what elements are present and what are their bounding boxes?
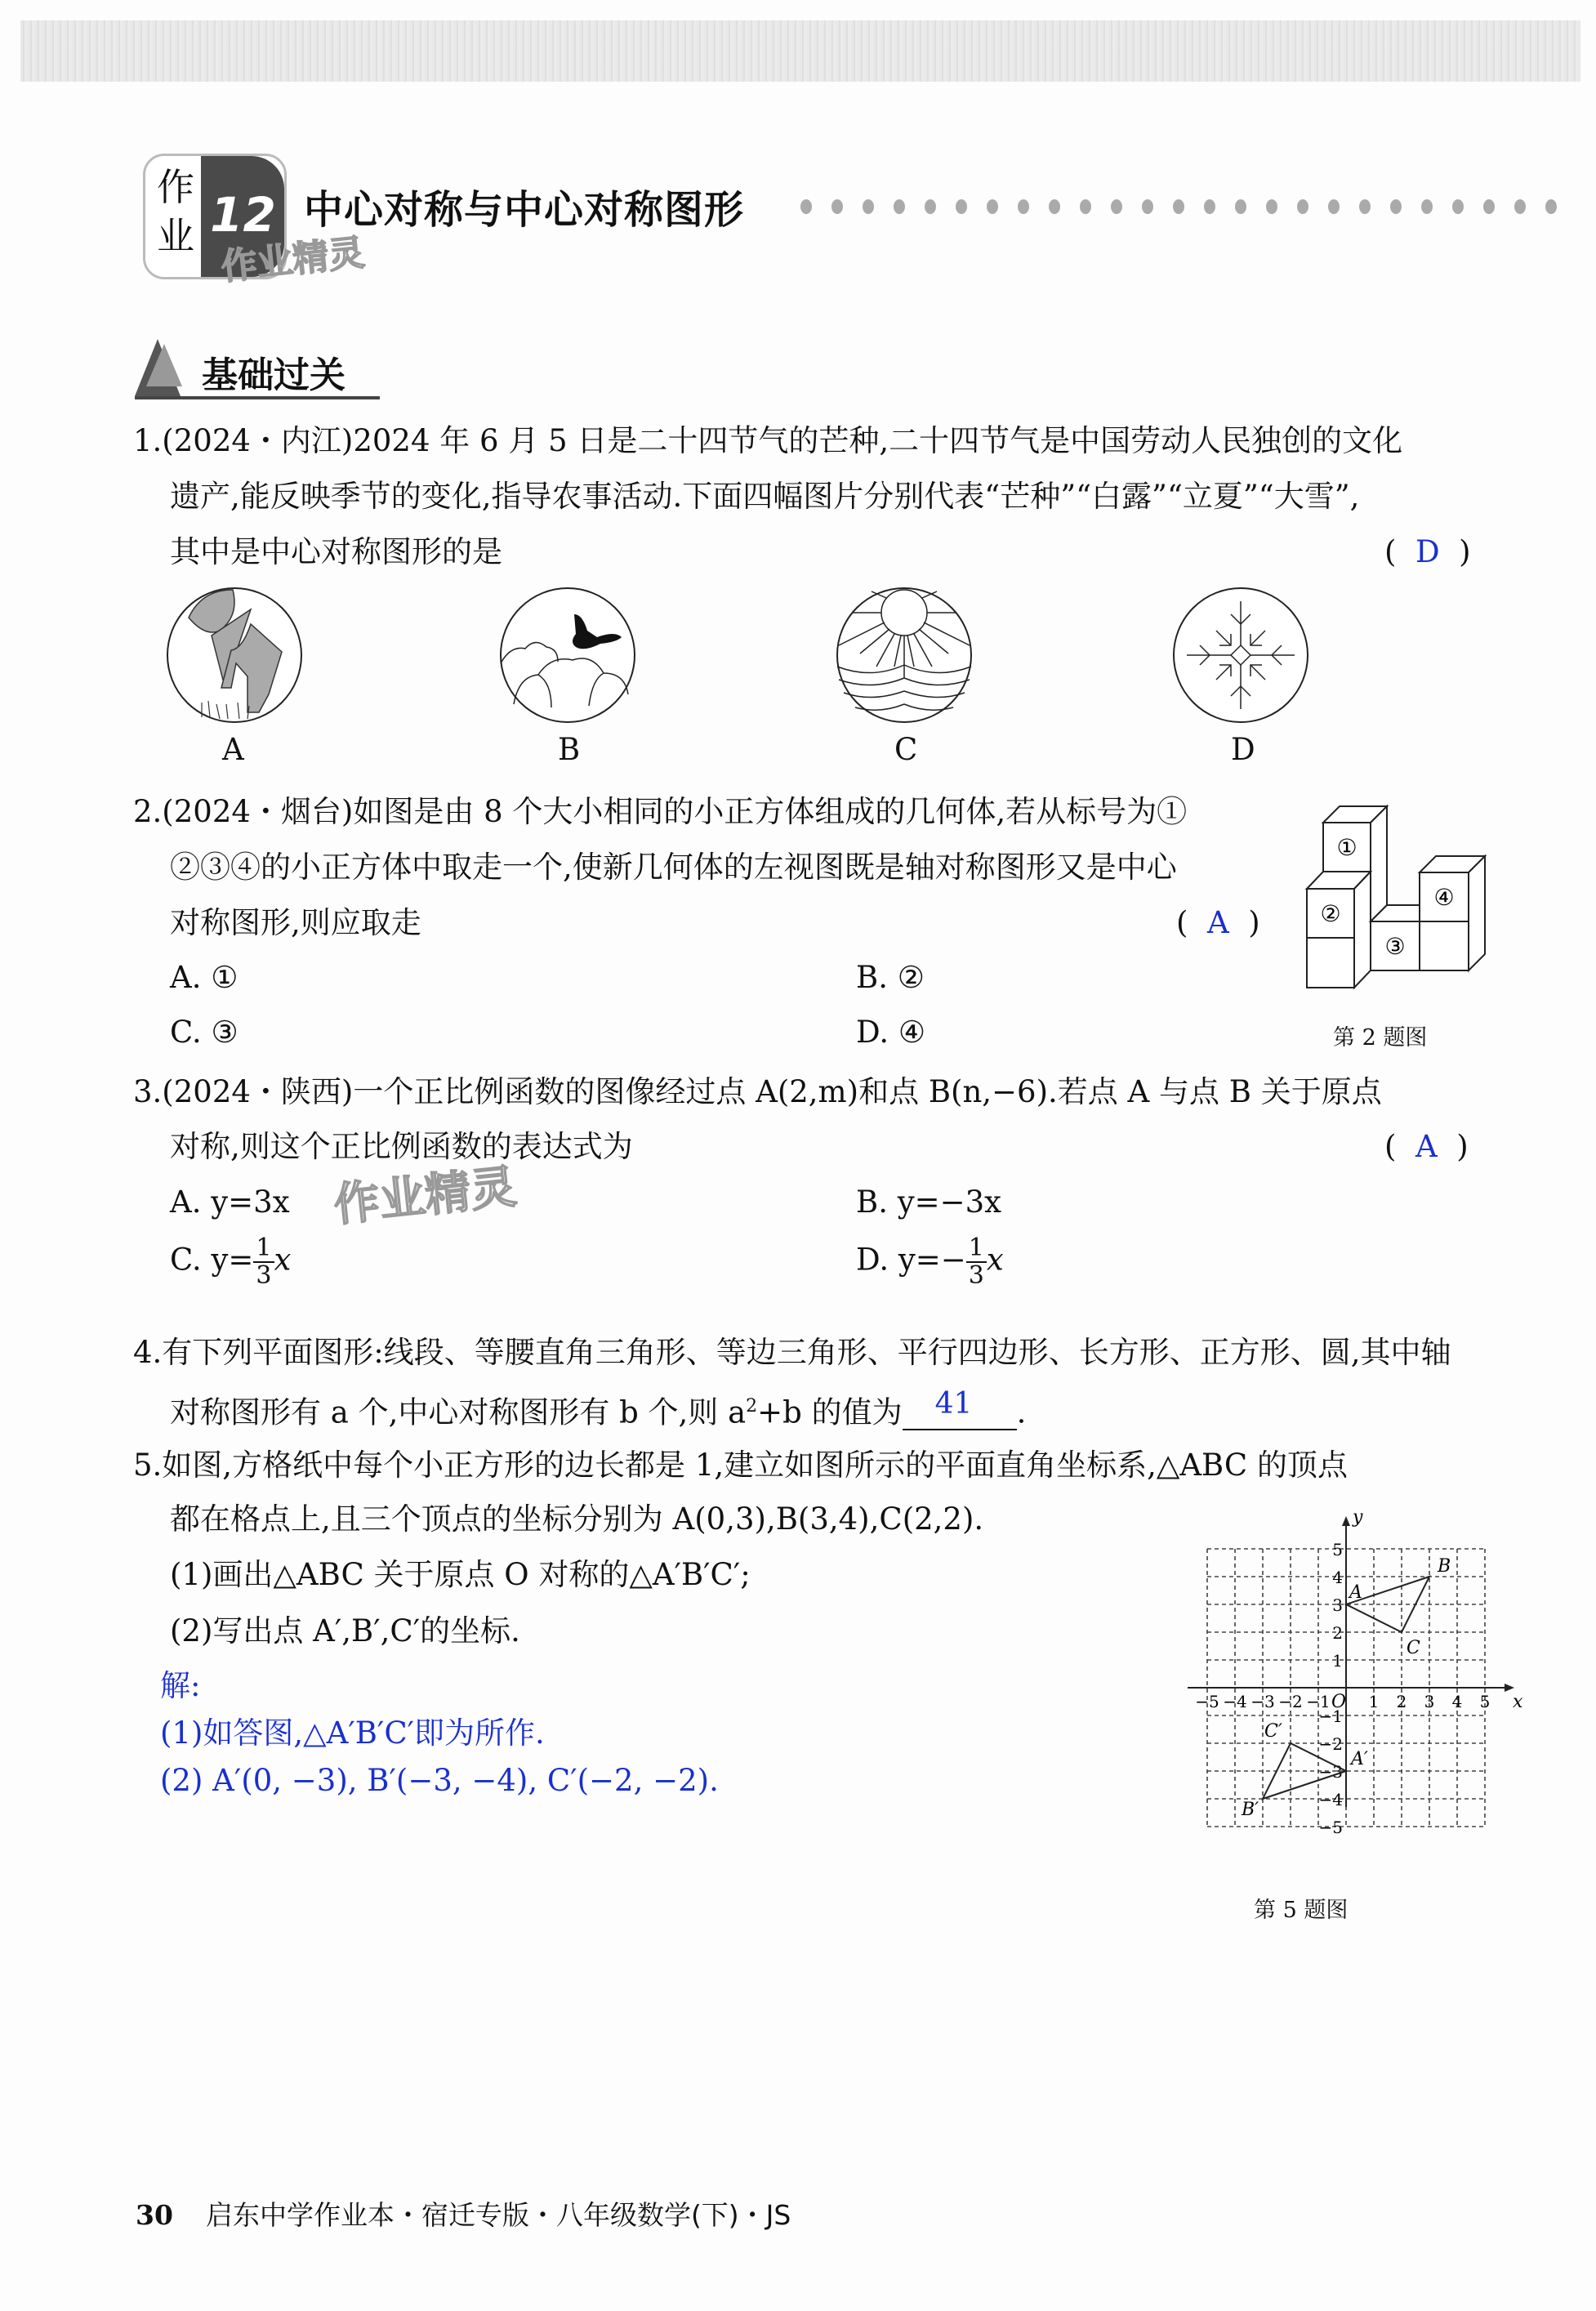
q5-solution-step-1: (1)如答图,△A′B′C′即为所作. bbox=[160, 1715, 545, 1751]
q1-option-d-label: D bbox=[1231, 732, 1255, 767]
section-underline bbox=[135, 396, 380, 399]
q1-answer-bracket: ( D ) bbox=[1384, 534, 1471, 569]
q3-option-b: B. y=−3x bbox=[856, 1184, 1002, 1220]
q5-figure-caption: 第 5 题图 bbox=[1254, 1898, 1349, 1923]
q5-solution-heading: 解: bbox=[160, 1668, 201, 1703]
point-label: A′ bbox=[1351, 1749, 1368, 1769]
fraction-denominator: 3 bbox=[968, 1261, 984, 1290]
q2-answer-bracket: ( A ) bbox=[1176, 905, 1260, 940]
y-tick-label: −4 bbox=[1318, 1790, 1343, 1809]
x-axis-arrow bbox=[1505, 1684, 1514, 1692]
q5-coordinate-graph bbox=[1158, 1507, 1523, 1869]
q4-text-end: . bbox=[1016, 1394, 1027, 1430]
q2-figure-caption: 第 2 题图 bbox=[1333, 1025, 1428, 1051]
q2-option-b: B. ② bbox=[856, 960, 925, 995]
point-label: B′ bbox=[1242, 1800, 1259, 1820]
y-tick-label: 2 bbox=[1332, 1623, 1343, 1643]
q3-answer-bracket: ( A ) bbox=[1384, 1129, 1469, 1164]
cube-label-3: ③ bbox=[1384, 933, 1406, 960]
section-title: 基础过关 bbox=[202, 355, 346, 396]
point-label: B bbox=[1438, 1556, 1451, 1577]
q1-line-3: 其中是中心对称图形的是 bbox=[170, 534, 502, 569]
q3-line-1: 3.(2024・陕西)一个正比例函数的图像经过点 A(2,m)和点 B(n,−6).若点 A 与点 B 关于原点 bbox=[133, 1074, 1382, 1109]
badge-number: 12 bbox=[210, 187, 276, 243]
y-axis-arrow bbox=[1342, 1516, 1350, 1526]
q1-option-c-label: C bbox=[894, 732, 918, 767]
point-label: A bbox=[1349, 1582, 1362, 1603]
title-dots-decoration bbox=[800, 199, 1596, 219]
x-tick-label: −3 bbox=[1250, 1692, 1275, 1711]
y-tick-label: −1 bbox=[1318, 1706, 1343, 1726]
q2-line-3: 对称图形,则应取走 bbox=[170, 905, 421, 940]
mangzhong-icon bbox=[167, 588, 301, 722]
header-strip bbox=[20, 20, 1580, 82]
y-axis-label: y bbox=[1353, 1507, 1363, 1528]
x-tick-label: −4 bbox=[1223, 1692, 1247, 1711]
x-tick-label: −2 bbox=[1278, 1692, 1303, 1711]
q3-answer: A bbox=[1415, 1129, 1438, 1164]
q3-line-2: 对称,则这个正比例函数的表达式为 bbox=[170, 1129, 633, 1164]
mountain-icon-inner bbox=[146, 344, 182, 386]
y-tick-label: 4 bbox=[1332, 1568, 1343, 1587]
page-title: 中心对称与中心对称图形 bbox=[304, 187, 745, 233]
y-tick-label: 5 bbox=[1332, 1540, 1343, 1559]
q3-option-d-prefix: D. y=− bbox=[856, 1242, 966, 1278]
origin-label: O bbox=[1331, 1692, 1347, 1712]
q2-answer: A bbox=[1206, 905, 1229, 940]
q3-option-d bbox=[856, 1235, 1004, 1289]
q3-option-c bbox=[170, 1235, 291, 1289]
variable: x bbox=[986, 1242, 1004, 1278]
x-tick-label: −5 bbox=[1195, 1692, 1219, 1711]
x-tick-label: 1 bbox=[1368, 1692, 1380, 1711]
y-tick-label: −5 bbox=[1318, 1818, 1343, 1837]
q2-line-1: 2.(2024・烟台)如图是由 8 个大小相同的小正方体组成的几何体,若从标号为① bbox=[133, 794, 1188, 829]
q2-line-2: ②③④的小正方体中取走一个,使新几何体的左视图既是轴对称图形又是中心 bbox=[170, 850, 1177, 885]
fraction-numerator: 1 bbox=[966, 1235, 987, 1263]
q5-line-1: 5.如图,方格纸中每个小正方形的边长都是 1,建立如图所示的平面直角坐标系,△ABC 的顶点 bbox=[133, 1448, 1349, 1483]
point-label: C bbox=[1407, 1638, 1420, 1658]
point-label: C′ bbox=[1264, 1721, 1282, 1742]
q4-answer-blank bbox=[903, 1387, 1017, 1430]
bailu-icon bbox=[501, 588, 635, 722]
x-tick-label: −1 bbox=[1306, 1692, 1331, 1711]
page-footer bbox=[136, 2194, 791, 2233]
cube-label-4: ④ bbox=[1433, 884, 1455, 911]
watermark: 作业精灵 bbox=[219, 231, 367, 289]
q1-figures bbox=[159, 587, 1327, 725]
q1-line-2: 遗产,能反映季节的变化,指导农事活动.下面四幅图片分别代表“芒种”“白露”“立夏”“大雪”, bbox=[170, 479, 1360, 514]
x-tick-label: 5 bbox=[1479, 1692, 1491, 1711]
page-number: 30 bbox=[136, 2199, 173, 2231]
q4-superscript: 2 bbox=[746, 1396, 758, 1416]
q3-option-c-prefix: C. y= bbox=[170, 1242, 254, 1278]
variable: x bbox=[274, 1242, 292, 1278]
watermark: 作业精灵 bbox=[331, 1160, 519, 1233]
q4-answer: 41 bbox=[934, 1387, 973, 1421]
q4-text-mid: +b 的值为 bbox=[757, 1394, 903, 1430]
q2-option-d: D. ④ bbox=[856, 1015, 926, 1050]
q1-option-b-label: B bbox=[558, 732, 581, 767]
q4-text: 对称图形有 a 个,中心对称图形有 b 个,则 a bbox=[170, 1394, 747, 1430]
x-tick-label: 2 bbox=[1396, 1692, 1407, 1711]
y-tick-label: −3 bbox=[1318, 1762, 1343, 1782]
cube-label-2: ② bbox=[1320, 900, 1341, 927]
cube-label-1: ① bbox=[1336, 834, 1357, 861]
daxue-icon bbox=[1174, 588, 1308, 722]
fraction bbox=[966, 1235, 987, 1289]
lixia-icon bbox=[837, 588, 971, 722]
fraction bbox=[253, 1235, 274, 1289]
fraction-numerator: 1 bbox=[253, 1235, 274, 1263]
x-tick-label: 4 bbox=[1451, 1692, 1463, 1711]
y-tick-label: −2 bbox=[1318, 1734, 1343, 1754]
q2-option-c: C. ③ bbox=[170, 1015, 239, 1050]
y-tick-label: 3 bbox=[1332, 1595, 1343, 1615]
q2-cube-figure bbox=[1297, 788, 1493, 988]
book-title: 启东中学作业本・宿迁专版・八年级数学(下)・JS bbox=[205, 2199, 791, 2231]
q1-option-a-label: A bbox=[222, 732, 244, 767]
x-axis-label: x bbox=[1513, 1692, 1523, 1712]
q5-solution-step-2: (2) A′(0, −3), B′(−3, −4), C′(−2, −2). bbox=[160, 1763, 719, 1798]
q1-answer: D bbox=[1415, 534, 1440, 569]
q5-line-2: 都在格点上,且三个顶点的坐标分别为 A(0,3),B(3,4),C(2,2). bbox=[170, 1501, 984, 1537]
q5-sub-2: (2)写出点 A′,B′,C′的坐标. bbox=[170, 1613, 520, 1648]
q3-option-a: A. y=3x bbox=[170, 1184, 290, 1220]
q4-line-2 bbox=[170, 1389, 1026, 1430]
fraction-denominator: 3 bbox=[256, 1261, 272, 1290]
q1-line-1: 1.(2024・内江)2024 年 6 月 5 日是二十四节气的芒种,二十四节气是中国劳动人民独创的文化 bbox=[133, 423, 1403, 458]
q5-sub-1: (1)画出△ABC 关于原点 O 对称的△A′B′C′; bbox=[170, 1557, 751, 1592]
badge-label: 作业 bbox=[157, 165, 194, 258]
y-tick-label: 1 bbox=[1332, 1651, 1343, 1671]
q2-option-a: A. ① bbox=[170, 960, 239, 995]
q4-line-1: 4.有下列平面图形:线段、等腰直角三角形、等边三角形、平行四边形、长方形、正方形、圆,其中轴 bbox=[133, 1335, 1451, 1370]
x-tick-label: 3 bbox=[1424, 1692, 1435, 1711]
